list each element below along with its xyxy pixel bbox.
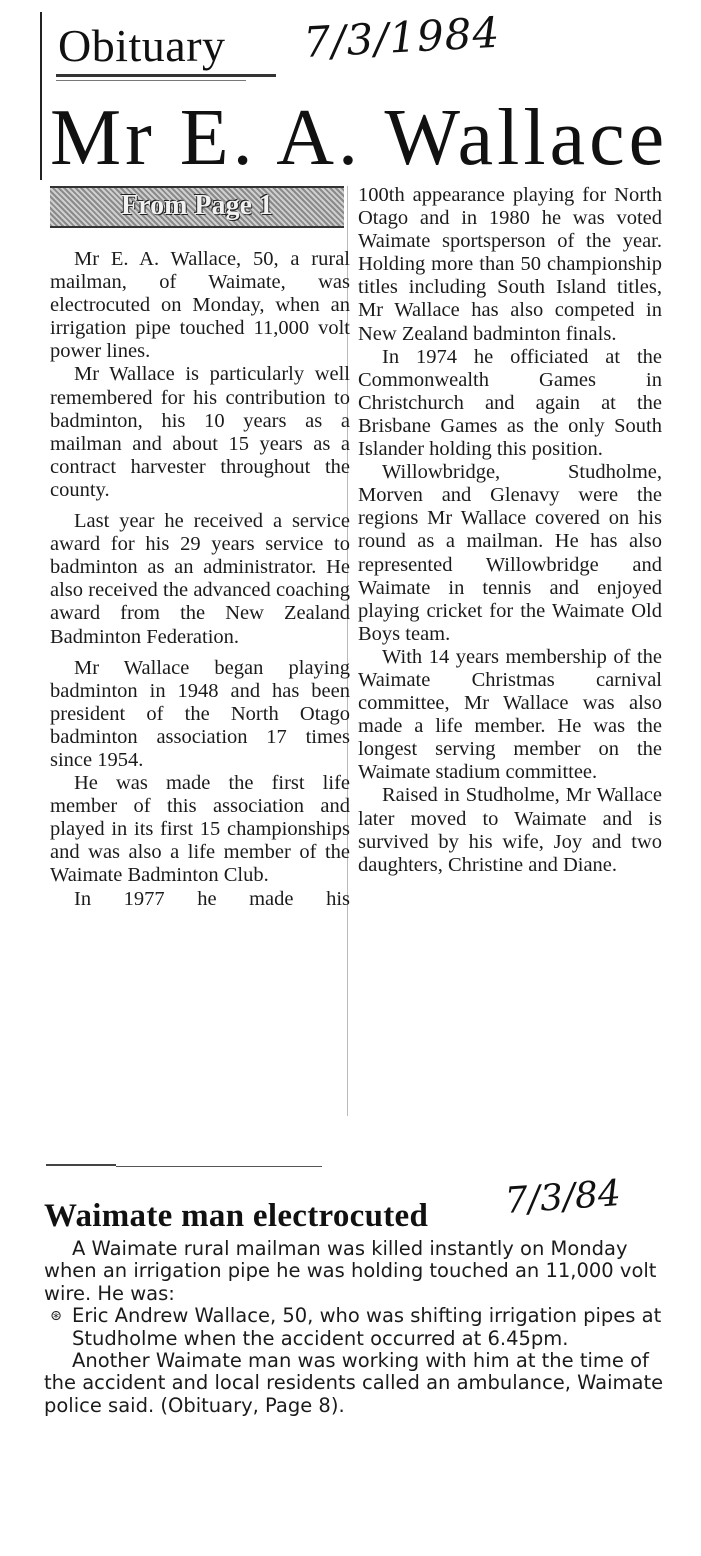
paragraph: Mr E. A. Wallace, 50, a rural mailman, of Waimate, was electrocuted on Monday, when an irrigation pipe touched 11,000 volt power lines. [50, 248, 350, 363]
clipping-left-edge-rule [40, 12, 42, 180]
paragraph: In 1977 he made his [74, 887, 350, 910]
continued-banner-text: From Page 1 [121, 190, 273, 221]
paragraph: Last year he received a service award for his 29 years service to badminton as an administrator. He also received the advanced coaching award from the New Zealand Badminton Federation. [50, 510, 350, 648]
bullet-icon: ⊛ [50, 1308, 62, 1325]
bullet-paragraph [44, 1305, 664, 1350]
continued-banner [50, 186, 344, 228]
paragraph: Raised in Studholme, Mr Wallace later moved to Waimate and is survived by his wife, Joy and two daughters, Christine and Diane. [358, 784, 662, 876]
paragraph: A Waimate rural mailman was killed instantly on Monday when an irrigation pipe he was holding touched an 11,000 volt wire. He was: [44, 1237, 657, 1305]
paragraph: In 1974 he officiated at the Commonwealth Games in Christchurch and again at the Brisbane Games as the only South Islander holding this position. [358, 345, 662, 461]
paragraph: Another Waimate man was working with him at the time of the accident and local residents called an ambulance, Waimate police said. (Obituary, Page 8). [44, 1349, 664, 1417]
handwritten-date: 7/3/84 [503, 1173, 623, 1222]
obituary-headline: Mr E. A. Wallace [50, 94, 669, 182]
section-underline [56, 74, 276, 77]
news-brief-body [44, 1238, 664, 1417]
paragraph: Mr Wallace began playing badminton in 1948 and has been president of the North Otago badminton association 17 times since 1954. [50, 656, 350, 771]
paragraph: He was made the first life member of this association and played in its first 15 championships and was also a life member of the Waimate Badminton Club. [50, 772, 350, 887]
clipping-top-rule [46, 1164, 116, 1166]
section-label: Obituary [58, 20, 226, 71]
obituary-left-column [50, 248, 350, 911]
paragraph: Mr Wallace is particularly well remembered for his contribution to badminton, his 10 years as a mailman and about 15 years as a contract harvester throughout the county. [50, 363, 350, 501]
bullet-text: Eric Andrew Wallace, 50, who was shifting irrigation pipes at Studholme when the accident occurred at 6.45pm. [72, 1304, 662, 1350]
paragraph: Willowbridge, Studholme, Morven and Glenavy were the regions Mr Wallace covered on his round as a mailman. He has also represented Willowbridge and Waimate in tennis and enjoyed playing cricket for the Waimate Old Boys team. [358, 461, 662, 645]
section-underline-thin [56, 80, 246, 81]
news-headline: Waimate man electrocuted [44, 1198, 429, 1234]
obituary-right-column [358, 184, 662, 877]
clipping-top-rule-thin [116, 1166, 322, 1167]
paragraph: With 14 years membership of the Waimate Christmas carnival committee, Mr Wallace was also made a life member. He was the longest serving member on the Waimate stadium committee. [358, 645, 662, 784]
paragraph: 100th appearance playing for North Otago and in 1980 he was voted Waimate sportsperson of the year. Holding more than 50 championship titles including South Island titles, Mr Wallace has also competed in New Zealand badminton finals. [358, 184, 662, 345]
handwritten-date: 7/3/1984 [302, 7, 502, 68]
